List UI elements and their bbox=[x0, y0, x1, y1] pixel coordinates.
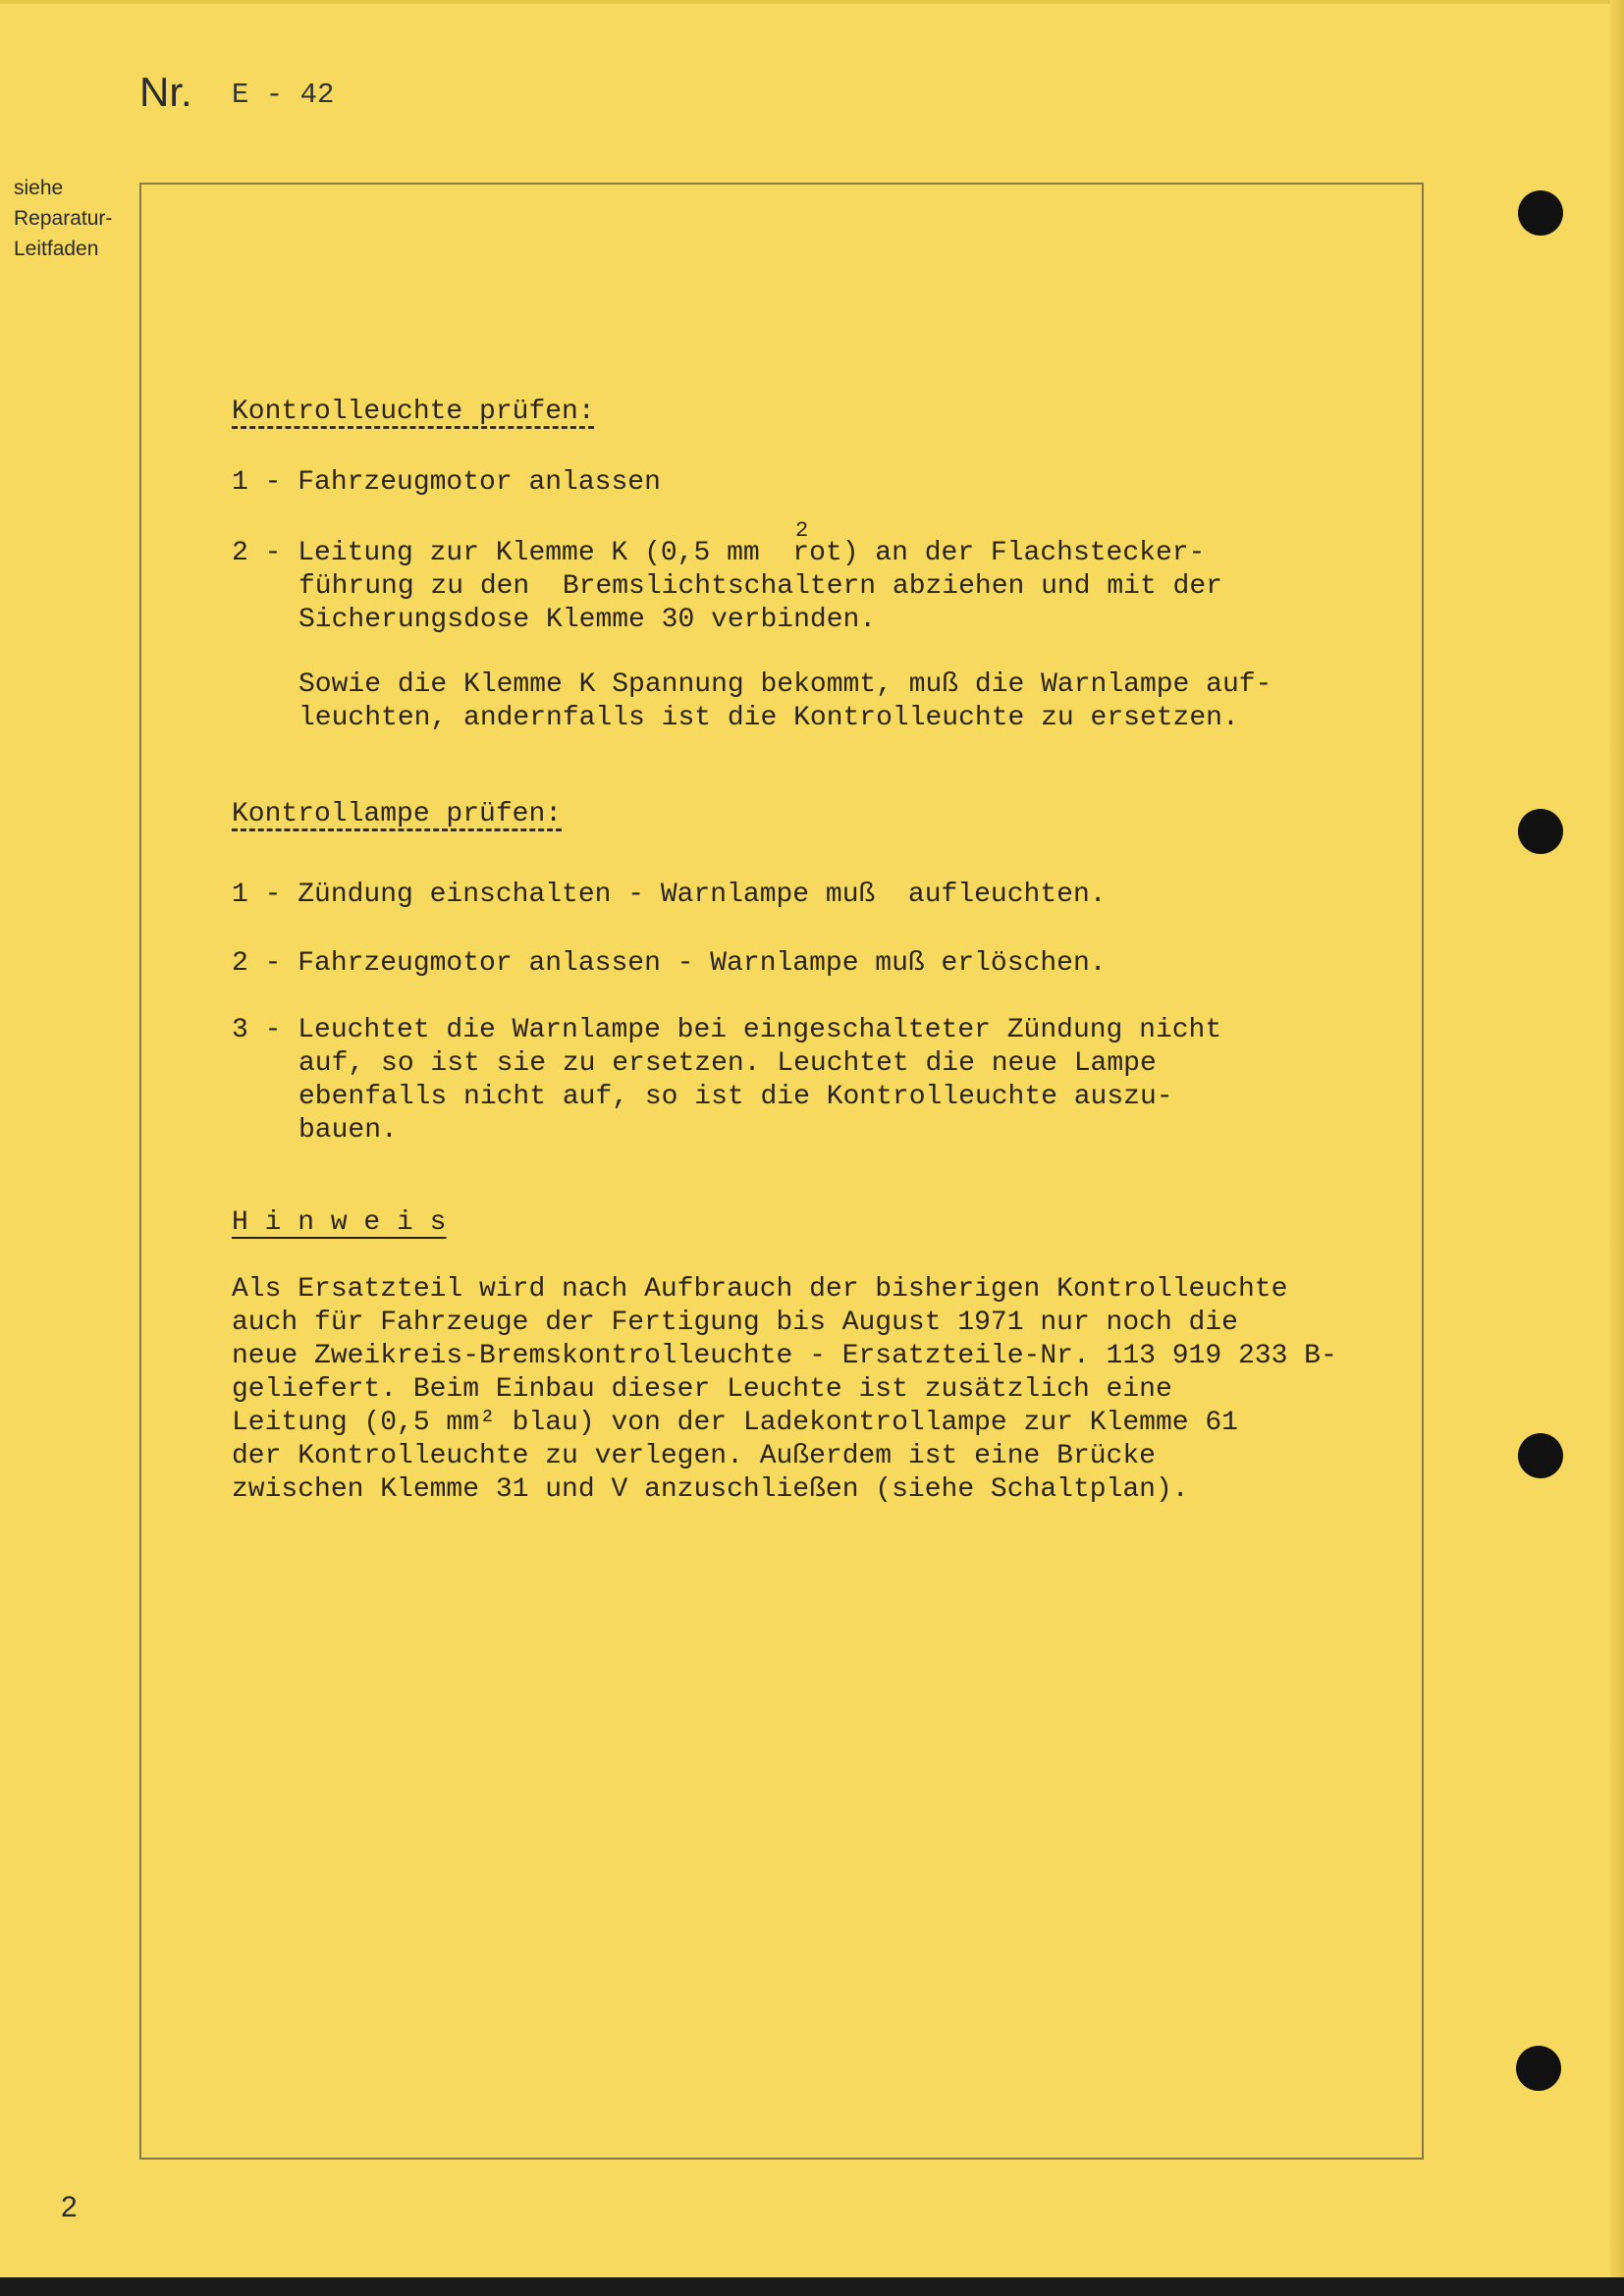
punch-hole-icon bbox=[1518, 1433, 1563, 1478]
step-item: 2 - Leitung zur Klemme K (0,5 mm rot) an der Flachstecker- bbox=[232, 538, 1206, 568]
step-item: 1 - Fahrzeugmotor anlassen bbox=[232, 467, 661, 498]
document-number: E - 42 bbox=[232, 79, 335, 111]
section-heading-kontrollampe: Kontrollampe prüfen: bbox=[232, 799, 563, 829]
step-item-continued: führung zu den Bremslichtschaltern abziehen und mit der bbox=[298, 571, 1222, 602]
margin-note-line: Leitfaden bbox=[14, 238, 99, 260]
right-edge bbox=[1610, 0, 1624, 2296]
note-text: Sowie die Klemme K Spannung bekommt, muß die Warnlampe auf- bbox=[298, 669, 1272, 700]
section-heading-kontrolleuchte: Kontrolleuchte prüfen: bbox=[232, 397, 595, 427]
scan-bottom-edge bbox=[0, 2277, 1624, 2296]
margin-note bbox=[14, 173, 112, 264]
paragraph-line: Leitung (0,5 mm² blau) von der Ladekontrollampe zur Klemme 61 bbox=[232, 1408, 1238, 1438]
paragraph-line: Als Ersatzteil wird nach Aufbrauch der bisherigen Kontrolleuchte bbox=[232, 1274, 1288, 1305]
step-item-continued: ebenfalls nicht auf, so ist die Kontrolleuchte auszu- bbox=[298, 1082, 1173, 1112]
step-item-continued: Sicherungsdose Klemme 30 verbinden. bbox=[298, 605, 877, 635]
margin-note-line: siehe bbox=[14, 177, 64, 199]
paragraph-line: neue Zweikreis-Bremskontrolleuchte - Ersatzteile-Nr. 113 919 233 B- bbox=[232, 1341, 1337, 1371]
step-item: 3 - Leuchtet die Warnlampe bei eingeschalteter Zündung nicht bbox=[232, 1015, 1222, 1045]
note-text: leuchten, andernfalls ist die Kontrolleuchte zu ersetzen. bbox=[298, 703, 1239, 733]
superscript: 2 bbox=[795, 518, 809, 543]
section-heading-hinweis: H i n w e i s bbox=[232, 1207, 447, 1238]
step-item: 1 - Zündung einschalten - Warnlampe muß aufleuchten. bbox=[232, 880, 1107, 910]
step-item-continued: auf, so ist sie zu ersetzen. Leuchtet die neue Lampe bbox=[298, 1048, 1157, 1079]
punch-hole-icon bbox=[1516, 2046, 1561, 2091]
punch-hole-icon bbox=[1518, 190, 1563, 236]
paragraph-line: geliefert. Beim Einbau dieser Leuchte ist zusätzlich eine bbox=[232, 1374, 1172, 1405]
step-item: 2 - Fahrzeugmotor anlassen - Warnlampe muß erlöschen. bbox=[232, 948, 1107, 979]
paragraph-line: auch für Fahrzeuge der Fertigung bis August 1971 nur noch die bbox=[232, 1308, 1238, 1338]
page-number: 2 bbox=[61, 2191, 78, 2223]
margin-note-line: Reparatur- bbox=[14, 207, 113, 230]
top-edge bbox=[0, 0, 1624, 4]
punch-hole-icon bbox=[1518, 809, 1563, 854]
paragraph-line: zwischen Klemme 31 und V anzuschließen (siehe Schaltplan). bbox=[232, 1474, 1189, 1505]
nr-label: Nr. bbox=[139, 69, 192, 115]
step-item-continued: bauen. bbox=[298, 1115, 398, 1146]
paragraph-line: der Kontrolleuchte zu verlegen. Außerdem ist eine Brücke bbox=[232, 1441, 1156, 1471]
